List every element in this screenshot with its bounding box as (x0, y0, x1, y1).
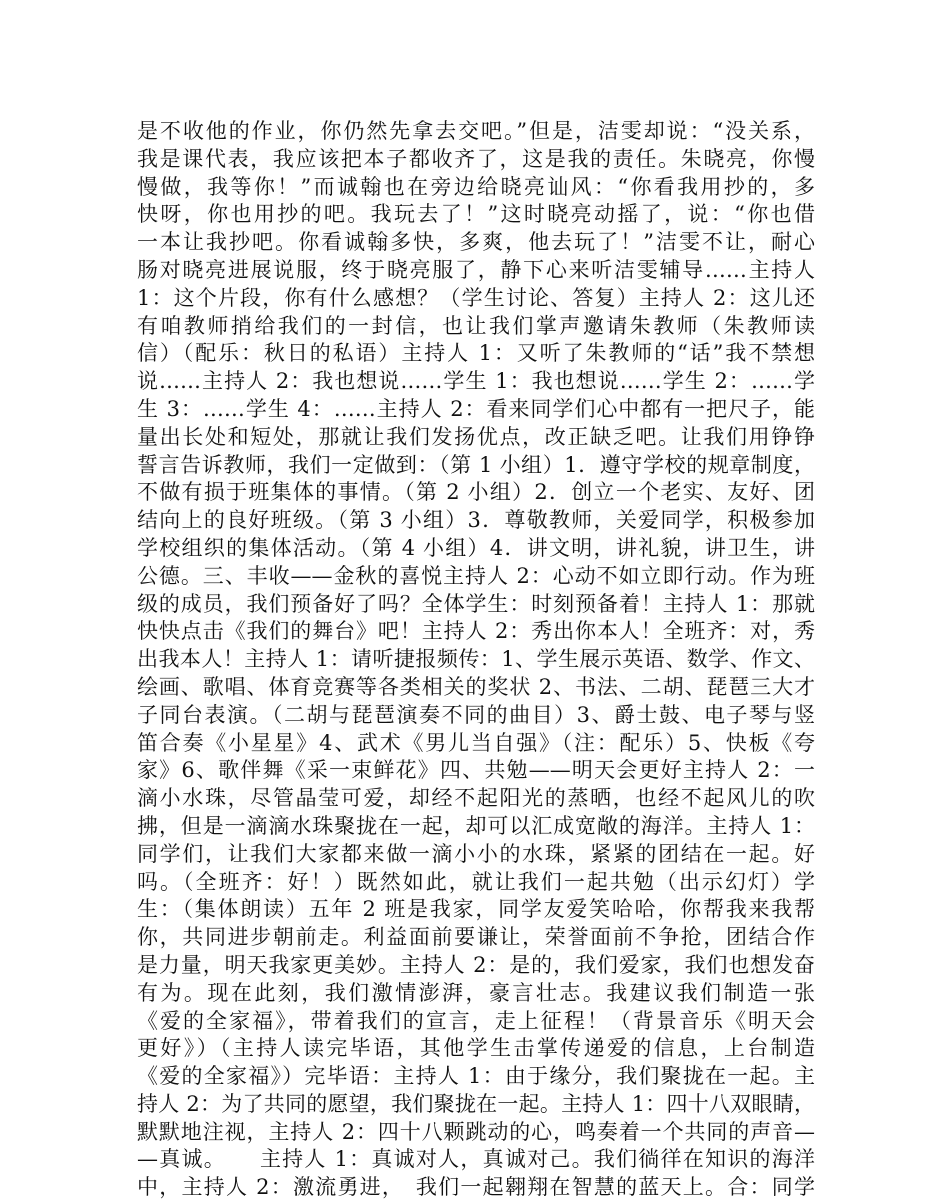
text-line: 持人 2：为了共同的愿望，我们聚拢在一起。主持人 1：四十八双眼睛， (137, 1091, 815, 1116)
text-line: 肠对晓亮进展说服，终于晓亮服了，静下心来听洁雯辅导……主持人 (137, 257, 815, 282)
text-line: 有为。现在此刻，我们激情澎湃，豪言壮志。我建议我们制造一张 (137, 980, 815, 1005)
text-line: 快呀，你也用抄的吧。我玩去了！”这时晓亮动摇了，说：“你也借 (137, 202, 815, 227)
document-body-text (137, 118, 815, 1202)
text-line: 同学们，让我们大家都来做一滴小小的水珠，紧紧的团结在一起。好 (137, 841, 815, 866)
text-line: —真诚。 主持人 1：真诚对人，真诚对己。我们徜徉在知识的海洋 (137, 1147, 815, 1172)
text-line: 学校组织的集体活动。（第 4 小组）4．讲文明，讲礼貌，讲卫生，讲 (137, 535, 815, 560)
text-line: 快快点击《我们的舞台》吧！主持人 2：秀出你本人！全班齐：对，秀 (137, 619, 815, 644)
text-line: 有咱教师捎给我们的一封信，也让我们掌声邀请朱教师（朱教师读 (137, 313, 815, 338)
text-line: 拂，但是一滴滴水珠聚拢在一起，却可以汇成宽敞的海洋。主持人 1： (137, 813, 815, 838)
text-line: 慢做，我等你！”而诚翰也在旁边给晓亮讪风：“你看我用抄的，多 (137, 174, 815, 199)
text-line: 不做有损于班集体的事情。（第 2 小组）2．创立一个老实、友好、团 (137, 480, 815, 505)
text-line: 结向上的良好班级。（第 3 小组）3．尊敬教师，关爱同学，积极参加 (137, 508, 815, 533)
text-line: 一本让我抄吧。你看诚翰多快，多爽，他去玩了！”洁雯不让，耐心 (137, 230, 815, 255)
text-line: 你，共同进步朝前走。利益面前要谦让，荣誉面前不争抢，团结合作 (137, 925, 815, 950)
text-line: 是力量，明天我家更美妙。主持人 2：是的，我们爱家，我们也想发奋 (137, 952, 815, 977)
text-line: 更好》）（主持人读完毕语，其他学生击掌传递爱的信息，上台制造 (137, 1036, 815, 1061)
text-line: 1：这个片段，你有什么感想？（学生讨论、答复）主持人 2：这儿还 (137, 285, 815, 310)
text-line: 家》6、歌伴舞《采一束鲜花》四、共勉——明天会更好主持人 2：一 (137, 758, 815, 783)
text-line: 信）（配乐：秋日的私语）主持人 1：又听了朱教师的“话”我不禁想 (137, 341, 815, 366)
text-line: 子同台表演。（二胡与琵琶演奏不同的曲目）3、爵士鼓、电子琴与竖 (137, 702, 815, 727)
text-line: 誓言告诉教师，我们一定做到：（第 1 小组）1．遵守学校的规章制度， (137, 452, 815, 477)
text-line: 滴小水珠，尽管晶莹可爱，却经不起阳光的蒸晒，也经不起风儿的吹 (137, 786, 815, 811)
text-line: 生 3：……学生 4：……主持人 2：看来同学们心中都有一把尺子，能 (137, 396, 815, 421)
text-line: 说……主持人 2：我也想说……学生 1：我也想说……学生 2：……学 (137, 369, 815, 394)
text-line: 是不收他的作业，你仍然先拿去交吧。”但是，洁雯却说：“没关系， (137, 119, 815, 143)
text-line: 默默地注视，主持人 2：四十八颗跳动的心，鸣奏着一个共同的声音— (137, 1119, 815, 1144)
text-line: 出我本人！主持人 1：请听捷报频传：1、学生展示英语、数学、作文、 (137, 647, 815, 672)
text-line: 我是课代表，我应该把本子都收齐了，这是我的责任。朱晓亮，你慢 (137, 146, 815, 171)
text-line: 笛合奏《小星星》4、武术《男儿当自强》（注：配乐）5、快板《夸 (137, 730, 815, 755)
text-line: 中，主持人 2：激流勇进， 我们一起翱翔在智慧的蓝天上。合：同学 (137, 1175, 815, 1200)
text-line: 量出长处和短处，那就让我们发扬优点，改正缺乏吧。让我们用铮铮 (137, 424, 815, 449)
text-line: 级的成员，我们预备好了吗？全体学生：时刻预备着！主持人 1：那就 (137, 591, 815, 616)
text-line: 《爱的全家福》）完毕语：主持人 1：由于缘分，我们聚拢在一起。主 (137, 1064, 815, 1089)
text-line: 绘画、歌唱、体育竞赛等各类相关的奖状 2、书法、二胡、琵琶三大才 (137, 674, 815, 699)
text-line: 公德。三、丰收——金秋的喜悦主持人 2：心动不如立即行动。作为班 (137, 563, 815, 588)
text-line: 《爱的全家福》，带着我们的宣言，走上征程！（背景音乐《明天会 (137, 1008, 815, 1033)
text-line: 生：（集体朗读）五年 2 班是我家，同学友爱笑哈哈，你帮我来我帮 (137, 897, 815, 922)
text-line: 吗。（全班齐：好！）既然如此，就让我们一起共勉（出示幻灯）学 (137, 869, 815, 894)
